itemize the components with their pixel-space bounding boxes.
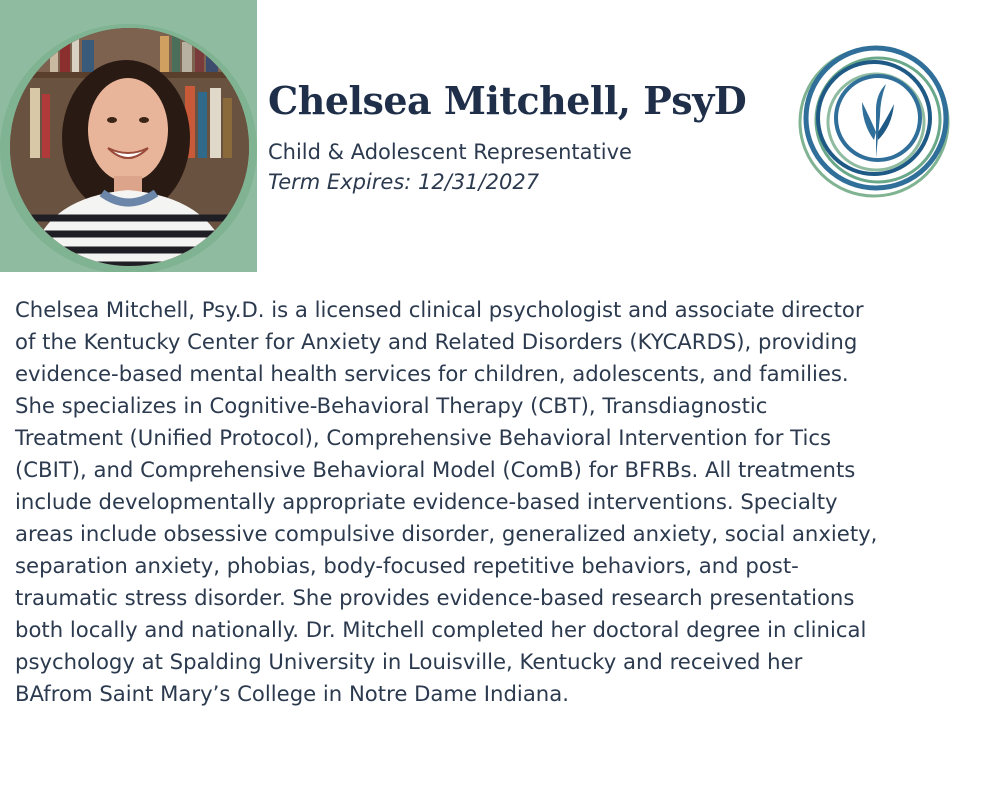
- bio-line: traumatic stress disorder. She provides evidence-based research presentations: [15, 585, 855, 610]
- portrait-photo: [10, 28, 249, 266]
- bio-line: (CBIT), and Comprehensive Behavioral Model (ComB) for BFRBs. All treatments: [15, 457, 856, 482]
- term-expiration: Term Expires: 12/31/2027: [268, 170, 540, 194]
- bio-line: both locally and nationally. Dr. Mitchell completed her doctoral degree in clinical: [15, 617, 867, 642]
- person-role: Child & Adolescent Representative: [268, 140, 632, 164]
- bio-line: separation anxiety, phobias, body-focused repetitive behaviors, and post-: [15, 553, 799, 578]
- person-name: Chelsea Mitchell, PsyD: [268, 78, 747, 123]
- bio-line: Treatment (Unified Protocol), Comprehensive Behavioral Intervention for Tics: [15, 425, 832, 450]
- bio-line: She specializes in Cognitive-Behavioral Therapy (CBT), Transdiagnostic: [15, 393, 768, 418]
- spiral-leaf-logo-icon: [796, 40, 956, 200]
- photo-frame: [0, 0, 257, 272]
- portrait-illustration: [10, 28, 249, 266]
- bio-line: include developmentally appropriate evidence-based interventions. Specialty: [15, 489, 838, 514]
- bio-line: BAfrom Saint Mary’s College in Notre Dame Indiana.: [15, 681, 569, 706]
- bio-line: of the Kentucky Center for Anxiety and Related Disorders (KYCARDS), providing: [15, 329, 858, 354]
- bio-line: psychology at Spalding University in Louisville, Kentucky and received her: [15, 649, 803, 674]
- bio-line: areas include obsessive compulsive disorder, generalized anxiety, social anxiety,: [15, 521, 878, 546]
- bio-text: [15, 294, 985, 710]
- bio-line: Chelsea Mitchell, Psy.D. is a licensed clinical psychologist and associate director: [15, 297, 864, 322]
- bio-line: evidence-based mental health services for children, adolescents, and families.: [15, 361, 849, 386]
